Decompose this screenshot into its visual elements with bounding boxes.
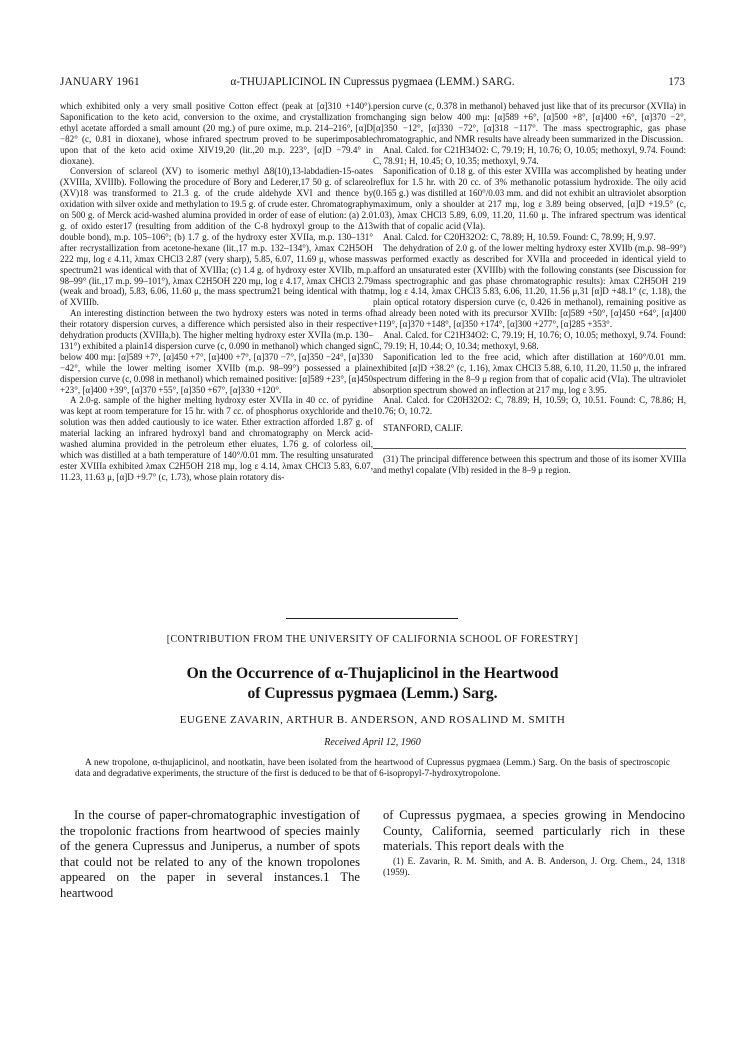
page-number: 173 (668, 76, 685, 88)
running-head (60, 76, 685, 92)
right-paragraph: Saponification of 0.18 g. of this ester XVIIIa was accomplished by heating under reflux for 1.5 hr. with 20 cc. of 3% methanolic potassium hydroxide. The oily acid (0.165 g.) was distilled at 160°/0.03 mm. and did not exhibit an ultraviolet absorption maximum, only a shoulder at 217 mμ, log ε 3.89 being observed, [α]D +19.5° (c, 1.03), λmax CHCl3 5.89, 6.09, 11.20, 11.60 μ. The infrared spectrum was identical with that of copalic acid (VIa). (373, 166, 686, 231)
body-text-right: of Cupressus pygmaea, a species growing in Mendocino County, California, seemed particularly rich in these materials. This report deals with the (383, 808, 685, 854)
contribution-line: [CONTRIBUTION FROM THE UNIVERSITY OF CALIFORNIA SCHOOL OF FORESTRY] (166, 634, 579, 645)
author-list: EUGENE ZAVARIN, ARTHUR B. ANDERSON, AND ROSALIND M. SMITH (179, 714, 566, 726)
right-paragraph: persion curve (c, 0.378 in methanol) behaved just like that of its precursor (XVIIa) in changing sign below 400 mμ: [α]589 +6°, [α]500 +8°, [α]400 +6°, [α]370 −2°, [α]350 −12°, [α]330 −72°, [α]318 −117°. The mass spectrographic, gas phase chromatographic, and NMR results have already been summarized in the Discussion. (373, 101, 686, 144)
footnote-1: (1) E. Zavarin, R. M. Smith, and A. B. Anderson, J. Org. Chem., 24, 1318 (1959). (383, 856, 685, 877)
left-paragraph: An interesting distinction between the two hydroxy esters was noted in terms of their rotatory dispersion curves, a difference which persisted also in their respective dehydration products (XVIIIa,b). The higher melting hydroxy ester XVIIa (m.p. 130–131°) exhibited a plain14 dispersion curve (c, 0.090 in methanol) which changed sign below 400 mμ: [α]589 +7°, [α]450 +7°, [α]400 +7°, [α]370 −7°, [α]350 −24°, [α]330 −42°, while the lower melting isomer XVIIb (m.p. 98–99°) possessed a plain dispersion curve (c, 0.098 in methanol) which remained positive: [α]589 +23°, [α]450 +23°, [α]400 +39°, [α]370 +55°, [α]350 +67°, [α]330 +120°. (60, 308, 373, 395)
running-head-title: α-THUJAPLICINOL IN Cupressus pygmaea (LEMM.) SARG. (230, 76, 515, 88)
right-paragraph: Saponification led to the free acid, which after distillation at 160°/0.01 mm. exhibited [α]D +38.2° (c, 1.16), λmax CHCl3 5.88, 6.10, 11.20, 11.50 μ, the infrared spectrum differing in the 8–9 μ region from that of copalic acid (VIa). The ultraviolet absorption spectrum showed an inflection at 217 mμ, log ε 3.95. (373, 351, 686, 395)
right-paragraph: Anal. Calcd. for C21H34O2: C, 79.19; H, 10.76; O, 10.05; methoxyl, 9.74. Found: C, 78.91; H, 10.45; O, 10.35; methoxyl, 9.74. (373, 144, 686, 166)
right-paragraph: Anal. Calcd. for C20H32O2: C, 78.89; H, 10.59; O, 10.51. Found: C, 78.86; H, 10.76; O, 10.72. (373, 395, 686, 417)
running-head-date: JANUARY 1961 (60, 76, 140, 88)
article-title-line-1: On the Occurrence of α-Thujaplicinol in the Heartwood (186, 665, 559, 682)
right-paragraph: The dehydration of 2.0 g. of the lower melting hydroxy ester XVIIb (m.p. 98–99°) was performed exactly as described for XVIIa and proceeded in identical yield to afford an unsaturated ester (XVIIIb) with the following constants (see Discussion for mass spectrographic and gas phase chromatographic results): λmax C2H5OH 219 mμ, log ε 4.14, λmax CHCl3 5.83, 6.06, 11.20, 11.56 μ,31 [α]D +48.1° (c, 1.18), the plain optical rotatory dispersion curve (c, 0.426 in methanol), remaining positive as had already been noted with its precursor XVIIb: [α]589 +50°, [α]450 +64°, [α]400 +119°, [α]370 +148°, [α]350 +174°, [α]300 +277°, [α]285 +353°. (373, 242, 686, 330)
right-paragraph: Anal. Calcd. for C21H34O2: C, 79.19; H, 10.76; O, 10.05; methoxyl, 9.74. Found: C, 79.19; H, 10.44; O, 10.34; methoxyl, 9.68. (373, 330, 686, 351)
institution-city: STANFORD, CALIF. (383, 423, 463, 434)
body-text-left: In the course of paper-chromatographic investigation of the tropolonic fractions from heartwood of species mainly of the genera Cupressus and Juniperus, a number of spots that could not be related to any of the known tropolones appeared on the paper in several instances.1 The heartwood (60, 808, 360, 900)
section-divider (286, 618, 458, 619)
left-paragraph: Conversion of sclareol (XV) to isomeric methyl Δ8(10),13-labdadien-15-oates (XVIIIa, XVIIIb). Following the procedure of Bory and Lederer,17 50 g. of sclareol (XV)18 was transformed to 21.3 g. of the crude aldehyde XVI and thence by oxidation with silver oxide and methylation to 19.5 g. of crude ester. Chromatography on 500 g. of Merck acid-washed alumina provided in order of ease of elution: (a) 2.0 g. of oxido ester17 (resulting from addition of the C-8 hydroxyl group to the Δ13 double bond), m.p. 105–106°; (b) 1.7 g. of the hydroxy ester XVIIa, m.p. 130–131° after recrystallization from acetone-hexane (lit.,17 m.p. 132–134°), λmax C2H5OH 222 mμ, log ε 4.11, λmax CHCl3 2.87 (very sharp), 5.85, 6.07, 11.69 μ, whose mass spectrum21 was identical with that of XVIIIa; (c) 1.4 g. of hydroxy ester XVIIb, m.p. 98–99° (lit.,17 m.p. 99–101°), λmax C2H5OH 220 mμ, log ε 4.17, λmax CHCl3 2.79 (weak and broad), 5.83, 6.06, 11.60 μ, the mass spectrum21 being identical with that of XVIIIb. (60, 166, 373, 308)
left-paragraph: which exhibited only a very small positive Cotton effect (peak at [α]310 +140°). Saponification to the keto acid, conversion to the oxime, and crystallization from ethyl acetate afforded a small amount (20 mg.) of pure oxime, m.p. 214–216°, [α]D −82° (c, 0.81 in dioxane), whose infrared spectrum proved to be superimposable upon that of the keto acid oxime XIV19,20 (lit.,20 m.p. 223°, [α]D −79.4° in dioxane). (60, 101, 373, 166)
footnote-31 (373, 448, 686, 476)
left-paragraph: A 2.0-g. sample of the higher melting hydroxy ester XVIIa in 40 cc. of pyridine was kept at room temperature for 15 hr. with 7 cc. of phosphorus oxychloride and the solution was then added cautiously to ice water. Ether extraction afforded 1.87 g. of material lacking an infrared hydroxyl band and chromatography on Merck acid-washed alumina provided in the petroleum ether eluates, 1.76 g. of colorless oil, which was distilled at a bath temperature of 140°/0.01 mm. The resulting unsaturated ester XVIIIa exhibited λmax C2H5OH 218 mμ, log ε 4.14, λmax CHCl3 5.83, 6.07, 11.23, 11.63 μ, [α]D +9.7° (c, 1.73), whose plain rotatory dis- (60, 395, 373, 482)
left-column (60, 101, 373, 483)
article-title (60, 664, 685, 704)
received-date: Received April 12, 1960 (324, 737, 421, 748)
article-title-line-2: of Cupressus pygmaea (Lemm.) Sarg. (247, 685, 498, 702)
abstract: A new tropolone, α-thujaplicinol, and nootkatin, have been isolated from the heartwood of Cupressus pygmaea (Lemm.) Sarg. On the basis of spectroscopic data and degradative experiments, the structure of the first is deduced to be that of 6-isopropyl-7-hydroxytropolone. (75, 757, 670, 778)
right-column (373, 101, 686, 476)
right-paragraph: Anal. Calcd. for C20H32O2: C, 78.89; H, 10.59. Found: C, 78.99; H, 9.97. (383, 231, 656, 242)
footnote-31-text: (31) The principal difference between this spectrum and those of its isomer XVIIIa and methyl copalate (VIb) resided in the 8–9 μ region. (373, 454, 686, 476)
